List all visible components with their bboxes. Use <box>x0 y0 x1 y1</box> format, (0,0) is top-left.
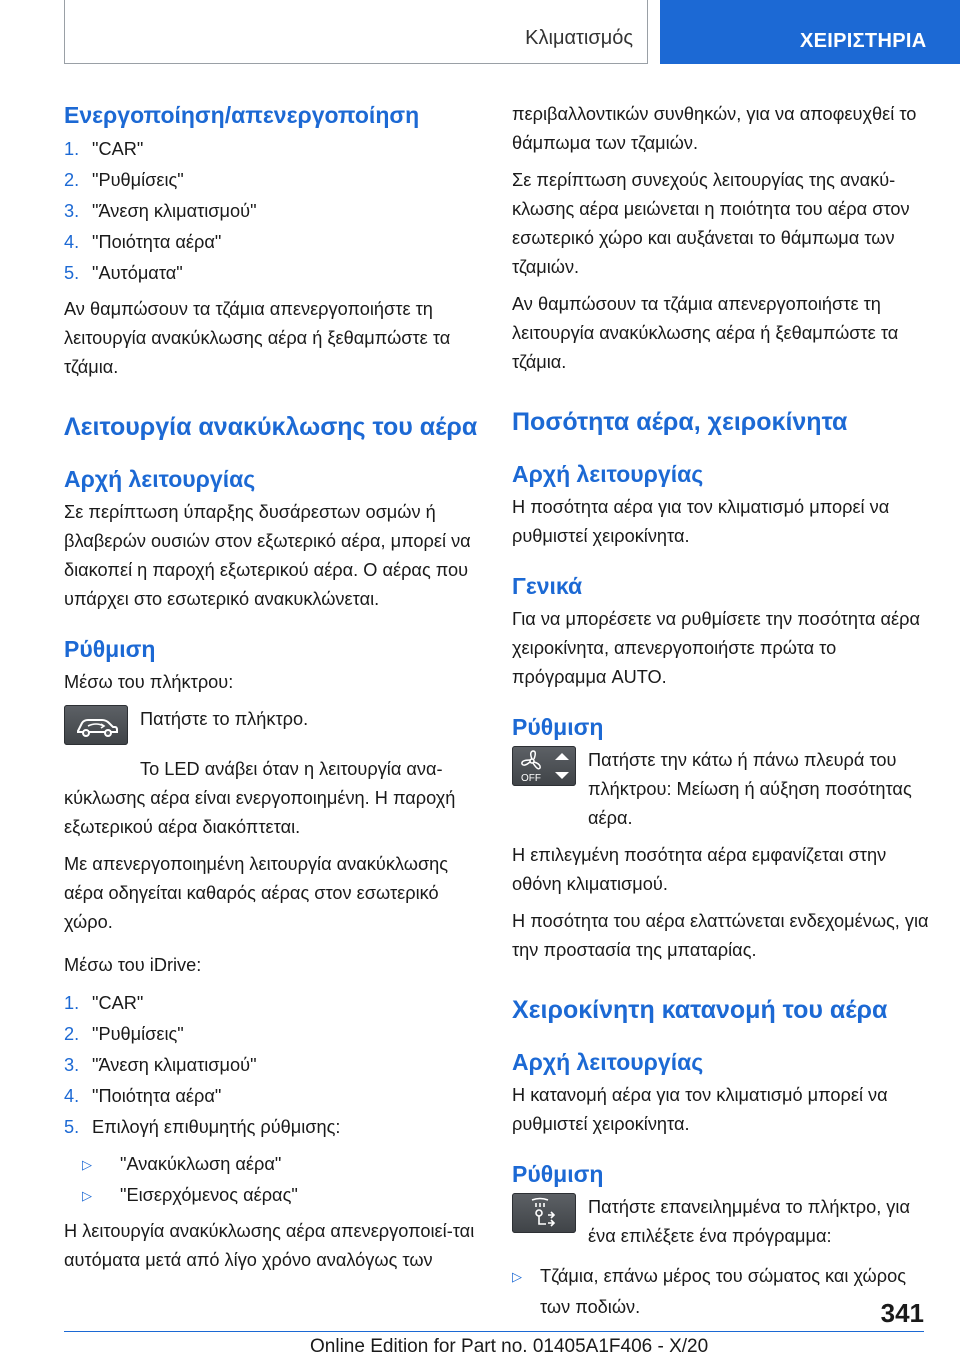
fan-button-icon <box>512 746 576 786</box>
triangle-bullet-icon: ▷ <box>512 1269 522 1284</box>
setting-heading: Ρύθμιση <box>64 636 156 662</box>
amount-principle-text: Η ποσότητα αέρα για τον κλιματισμό μπορεί να ρυθμιστεί χειροκίνητα. <box>512 497 890 546</box>
list-item: 2. "Ρυθμίσεις" <box>64 170 184 190</box>
idrive-steps <box>64 988 484 1143</box>
general-text: Για να μπορέσετε να ρυθμίσετε την ποσότητα αέρα χειροκίνητα, απενεργοποιήστε πρώτα το πρόγραμμα AUTO. <box>512 609 921 687</box>
displayed-text: Η επιλεγμένη ποσότητα αέρα εμφανίζεται στην οθόνη κλιματισμού. <box>512 845 887 894</box>
idrive-options <box>64 1149 484 1211</box>
recirculation-button-row <box>64 705 484 755</box>
list-item: 3. "Άνεση κλιματισμού" <box>64 1055 257 1075</box>
list-item: 5. Επιλογή επιθυμητής ρύθμισης: <box>64 1117 341 1137</box>
list-item: 1. "CAR" <box>64 993 144 1013</box>
right-column <box>512 100 932 1329</box>
onoff-note: Αν θαμπώσουν τα τζάμια απενεργοποιήστε τη λειτουργία ανακύκλωσης αέρα ή ξεθαμπώστε τα τζάμια. <box>64 299 451 377</box>
list-item: 5. "Αυτόματα" <box>64 263 183 283</box>
continued-text: περιβαλλοντικών συνθηκών, για να αποφευχθεί το θάμπωμα των τζαμιών. <box>512 104 917 153</box>
fog-text: Αν θαμπώσουν τα τζάμια απενεργοποιήστε τη λειτουργία ανακύκλωσης αέρα ή ξεθαμπώστε τα τζάμια. <box>512 294 899 372</box>
fan-button-row <box>512 746 932 833</box>
distribution-button-row <box>512 1193 932 1251</box>
svg-text:OFF: OFF <box>521 773 541 784</box>
recirculation-button-icon <box>64 705 128 745</box>
footer-edition: Online Edition for Part no. 01405A1F406 - X/20 <box>310 1336 709 1357</box>
recirculation-heading: Λειτουργία ανακύκλωσης του αέρα <box>64 413 478 441</box>
press-button-text: Πατήστε το πλήκτρο. <box>140 709 309 729</box>
distribution-heading: Χειροκίνητη κατανομή του αέρα <box>512 996 888 1024</box>
header-section-title: Κλιματισμός <box>525 27 633 49</box>
amount-setting-heading: Ρύθμιση <box>512 714 604 740</box>
onoff-heading: Ενεργοποίηση/απενεργοποίηση <box>64 102 420 128</box>
list-item: 1. "CAR" <box>64 139 144 159</box>
onoff-steps <box>64 134 484 289</box>
list-item: ▷ Τζάμια, επάνω μέρος του σώματος και χώρος των ποδιών. <box>512 1261 932 1323</box>
distribution-principle-heading: Αρχή λειτουργίας <box>512 1049 704 1075</box>
list-item: ▷ "Ανακύκλωση αέρα" <box>64 1149 484 1180</box>
via-button-text: Μέσω του πλήκτρου: <box>64 672 234 692</box>
air-distribution-button-icon <box>512 1193 576 1233</box>
distribution-press-text: Πατήστε επανειλημμένα το πλήκτρο, για ένα επιλέξετε ένα πρόγραμμα: <box>588 1197 910 1246</box>
footer-divider <box>64 1331 924 1332</box>
led-text: Το LED ανάβει όταν η λειτουργία ανα-κύκλωσης αέρα είναι ενεργοποιημένη. Η παροχή εξωτερικού αέρα διακόπτεται. <box>64 759 456 837</box>
general-heading: Γενικά <box>512 573 583 599</box>
list-item: ▷ "Εισερχόμενος αέρας" <box>64 1180 484 1211</box>
principle-heading: Αρχή λειτουργίας <box>64 466 256 492</box>
battery-text: Η ποσότητα του αέρα ελαττώνεται ενδεχομένως, για την προστασία της μπαταρίας. <box>512 911 929 960</box>
deactivated-text: Με απενεργοποιημένη λειτουργία ανακύκλωσης αέρα οδηγείται καθαρός αέρας στον εσωτερικό χώρο. <box>64 854 449 932</box>
list-item: 4. "Ποιότητα αέρα" <box>64 232 222 252</box>
continuous-text: Σε περίπτωση συνεχούς λειτουργίας της ανακύ-κλωσης αέρα μειώνεται η ποιότητα του αέρα στον εσωτερικό χώρο και αυξάνεται το θάμπωμα των τζαμιών. <box>512 170 910 277</box>
distribution-principle-text: Η κατανομή αέρα για τον κλιματισμό μπορεί να ρυθμιστεί χειροκίνητα. <box>512 1085 888 1134</box>
principle-text: Σε περίπτωση ύπαρξης δυσάρεστων οσμών ή βλαβερών ουσιών στον εξωτερικό αέρα, μπορεί να διακοπεί η παροχή εξωτερικού αέρα. Ο αέρας που υπάρχει στο εσωτερικό ανακυκλώνεται. <box>64 502 471 609</box>
page-number: 341 <box>880 1298 924 1328</box>
distribution-programs <box>512 1261 932 1323</box>
fan-press-text: Πατήστε την κάτω ή πάνω πλευρά του πλήκτρου: Μείωση ή αύξηση ποσότητας αέρα. <box>588 750 912 828</box>
air-amount-heading: Ποσότητα αέρα, χειροκίνητα <box>512 408 848 436</box>
amount-principle-heading: Αρχή λειτουργίας <box>512 461 704 487</box>
list-item: 2. "Ρυθμίσεις" <box>64 1024 184 1044</box>
header-chapter-tab: ΧΕΙΡΙΣΤΗΡΙΑ <box>660 0 960 64</box>
triangle-bullet-icon: ▷ <box>82 1188 92 1203</box>
header-section-box <box>64 0 648 64</box>
distribution-setting-heading: Ρύθμιση <box>512 1161 604 1187</box>
left-column <box>64 100 484 1283</box>
list-item: 3. "Άνεση κλιματισμού" <box>64 201 257 221</box>
auto-off-text: Η λειτουργία ανακύκλωσης αέρα απενεργοποιεί-ται αυτόματα μετά από λίγο χρόνο αναλόγως των <box>64 1221 475 1270</box>
triangle-bullet-icon: ▷ <box>82 1157 92 1172</box>
list-item: 4. "Ποιότητα αέρα" <box>64 1086 222 1106</box>
via-idrive-text: Μέσω του iDrive: <box>64 955 202 975</box>
